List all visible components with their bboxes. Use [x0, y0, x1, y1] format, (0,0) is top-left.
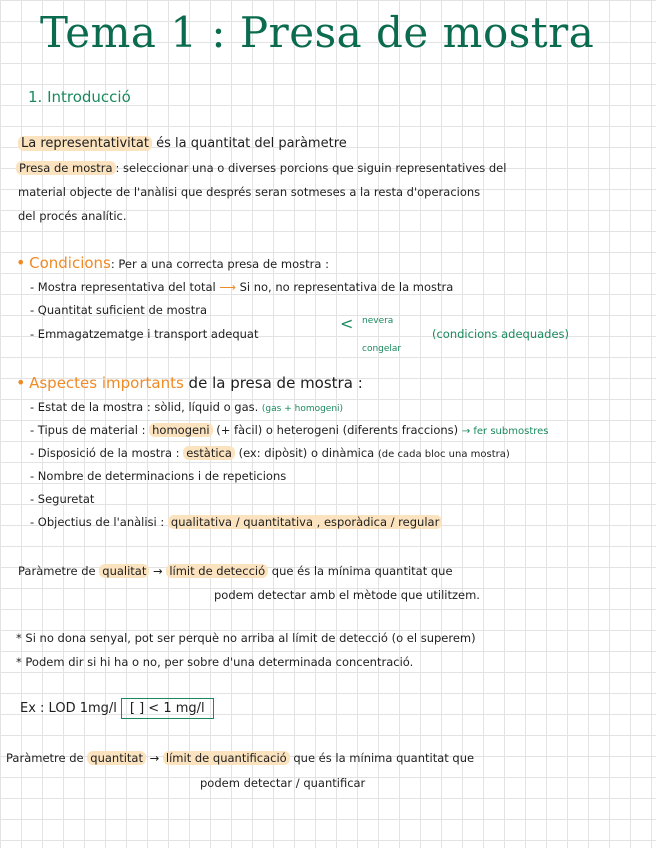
aspect-item-1: - Estat de la mostra : sòlid, líquid o gas. (gas + homogeni): [30, 400, 344, 414]
example-line: Ex : LOD 1mg/l [ ] < 1 mg/l: [20, 698, 214, 719]
aspects-title: Aspectes importants: [29, 374, 184, 392]
detection-limit-highlight: límit de detecció: [166, 564, 268, 578]
conditions-title: Condicions: [29, 254, 111, 272]
page-title: Tema 1 : Presa de mostra: [40, 8, 595, 57]
bullet-icon: •: [16, 253, 26, 272]
conditions-item-3: - Emmagatzematge i transport adequat: [30, 327, 259, 341]
quality-highlight: qualitat: [99, 564, 149, 578]
aspect-item-5: - Seguretat: [30, 492, 95, 506]
conditions-item-1: - Mostra representativa del total ⟶ Si no, no representativa de la mostra: [30, 280, 454, 294]
example-box: [ ] < 1 mg/l: [121, 698, 214, 719]
bullet-icon: •: [16, 373, 26, 392]
section-heading-introduccio: 1. Introducció: [28, 88, 131, 106]
arrow-right-icon: ⟶: [219, 280, 236, 294]
presa-highlight: Presa de mostra: [16, 161, 116, 175]
storage-option-nevera: nevera: [362, 316, 394, 326]
quantification-limit-highlight: límit de quantificació: [163, 751, 290, 765]
representativity-line: [18, 136, 347, 151]
aspect-item-4: - Nombre de determinacions i de repeticions: [30, 469, 287, 483]
presa-line-2: material objecte de l'anàlisi que després seran sotmeses a la resta d'operacions: [18, 185, 481, 199]
aspects-heading: [16, 373, 363, 392]
presa-text: : seleccionar una o diverses porcions que siguin representatives del: [115, 161, 507, 175]
representativity-text: és la quantitat del paràmetre: [151, 136, 347, 151]
aspects-text: de la presa de mostra :: [183, 374, 363, 392]
quality-line: Paràmetre de qualitat → límit de detecció que és la mínima quantitat que: [18, 564, 453, 578]
conditions-item-2: - Quantitat suficient de mostra: [30, 303, 208, 317]
quality-line-2: podem detectar amb el mètode que utilitzem.: [214, 588, 480, 602]
quantity-line-2: podem detectar / quantificar: [200, 776, 366, 790]
branch-bracket-icon: <: [340, 314, 354, 333]
note-1: * Si no dona senyal, pot ser perquè no arriba al límit de detecció (o el superem): [16, 631, 476, 645]
quantity-line: Paràmetre de quantitat → límit de quantificació que és la mínima quantitat que: [6, 751, 475, 765]
aspect-item-6: - Objectius de l'anàlisi : qualitativa / quantitativa , esporàdica / regular: [30, 515, 442, 529]
note-2: * Podem dir si hi ha o no, per sobre d'una determinada concentració.: [16, 655, 414, 669]
arrow-right-icon: →: [153, 564, 163, 578]
aspect-item-3: - Disposició de la mostra : estàtica (ex: dipòsit) o dinàmica (de cada bloc una mostra): [30, 446, 510, 460]
representativity-highlight: La representativitat: [18, 136, 152, 151]
arrow-right-icon: →: [149, 751, 160, 765]
storage-note: (condicions adequades): [432, 327, 570, 341]
storage-option-congelar: congelar: [362, 344, 402, 354]
conditions-heading: [16, 253, 329, 272]
quantity-highlight: quantitat: [87, 751, 146, 765]
presa-line-3: del procés analític.: [18, 209, 127, 223]
conditions-text: : Per a una correcta presa de mostra :: [110, 257, 329, 271]
aspect-item-2: - Tipus de material : homogeni (+ fàcil) o heterogeni (diferents fraccions) → fer submostres: [30, 423, 549, 437]
presa-line: [16, 161, 506, 175]
